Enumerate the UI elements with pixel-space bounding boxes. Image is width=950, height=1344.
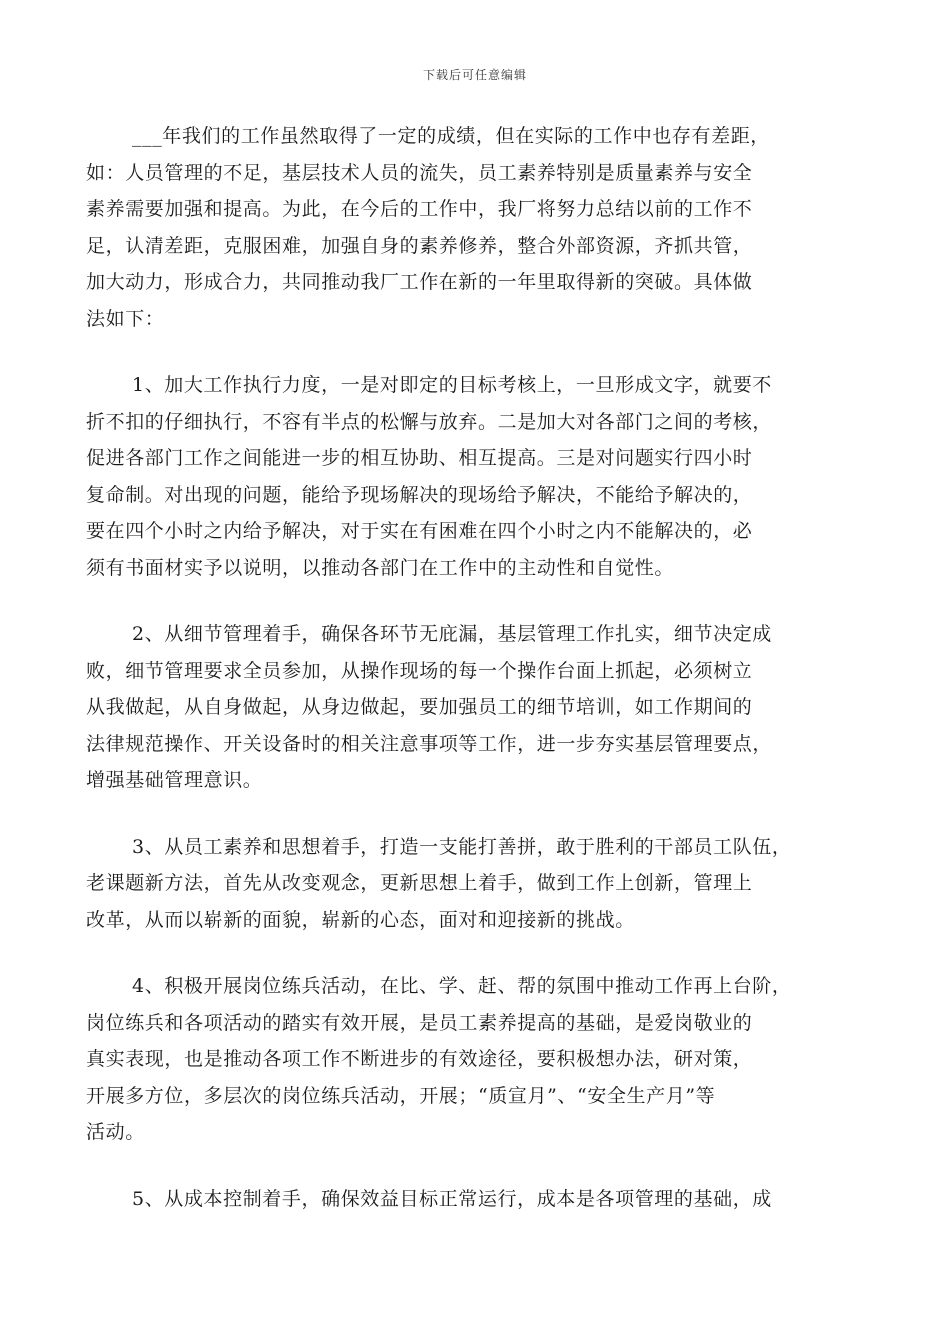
paragraph-line: 复命制。对出现的问题，能给予现场解决的现场给予解决，不能给予解决的， [86,483,753,506]
paragraph-line: 改革，从而以崭新的面貌，崭新的心态，面对和迎接新的挑战。 [86,908,635,931]
paragraph-line: 败，细节管理要求全员参加，从操作现场的每一个操作台面上抓起，必须树立 [86,659,753,682]
paragraph-line: 促进各部门工作之间能进一步的相互协助、相互提高。三是对问题实行四小时 [86,447,753,469]
paragraph-line: 5、从成本控制着手，确保效益目标正常运行，成本是各项管理的基础，成 [132,1187,772,1210]
paragraph-line: 法如下： [86,307,165,330]
paragraph-item-5 [86,1181,866,1218]
paragraph-line: 素养需要加强和提高。为此，在今后的工作中，我厂将努力总结以前的工作不 [86,198,753,220]
paragraph-item-4 [86,968,866,1151]
paragraph-line: 活动。 [86,1121,145,1143]
paragraph-line: ___年我们的工作虽然取得了一定的成绩，但在实际的工作中也存有差距， [132,125,770,147]
paragraph-line: 法律规范操作、开关设备时的相关注意事项等工作，进一步夯实基层管理要点， [86,732,773,755]
paragraph-line: 老课题新方法，首先从改变观念，更新思想上着手，做到工作上创新，管理上 [86,872,753,894]
paragraph-line: 3、从员工素养和思想着手，打造一支能打善拼，敢于胜利的干部员工队伍， [132,835,792,858]
paragraph-line: 岗位练兵和各项活动的踏实有效开展，是员工素养提高的基础，是爱岗敬业的 [86,1011,753,1034]
paragraph-line: 1、加大工作执行力度，一是对即定的目标考核上，一旦形成文字，就要不 [132,374,772,396]
paragraph-line: 真实表现，也是推动各项工作不断进步的有效途径，要积极想办法，研对策， [86,1048,753,1070]
paragraph-item-1 [86,367,866,586]
paragraph-line: 折不扣的仔细执行，不容有半点的松懈与放弃。二是加大对各部门之间的考核， [86,410,773,433]
paragraph-line: 2、从细节管理着手，确保各环节无庇漏，基层管理工作扎实，细节决定成 [132,623,772,645]
document-body [86,118,866,1247]
paragraph-intro [86,118,866,337]
paragraph-line: 要在四个小时之内给予解决，对于实在有困难在四个小时之内不能解决的，必 [86,520,753,542]
paragraph-line: 开展多方位，多层次的岗位练兵活动，开展；“质宣月”、“安全生产月”等 [86,1084,716,1107]
paragraph-item-2 [86,616,866,799]
paragraph-line: 须有书面材实予以说明，以推动各部门在工作中的主动性和自觉性。 [86,556,675,579]
page-header: 下载后可任意编辑 [422,68,527,82]
paragraph-line: 加大动力，形成合力，共同推动我厂工作在新的一年里取得新的突破。具体做 [86,271,753,293]
paragraph-item-3 [86,829,866,939]
paragraph-line: 足，认清差距，克服困难，加强自身的素养修养，整合外部资源，齐抓共管， [86,234,753,257]
paragraph-line: 增强基础管理意识。 [86,769,263,791]
paragraph-line: 如：人员管理的不足，基层技术人员的流失，员工素养特别是质量素养与安全 [86,161,753,184]
paragraph-line: 4、积极开展岗位练兵活动，在比、学、赶、帮的氛围中推动工作再上台阶， [132,975,792,997]
paragraph-line: 从我做起，从自身做起，从身边做起，要加强员工的细节培训，如工作期间的 [86,696,753,718]
